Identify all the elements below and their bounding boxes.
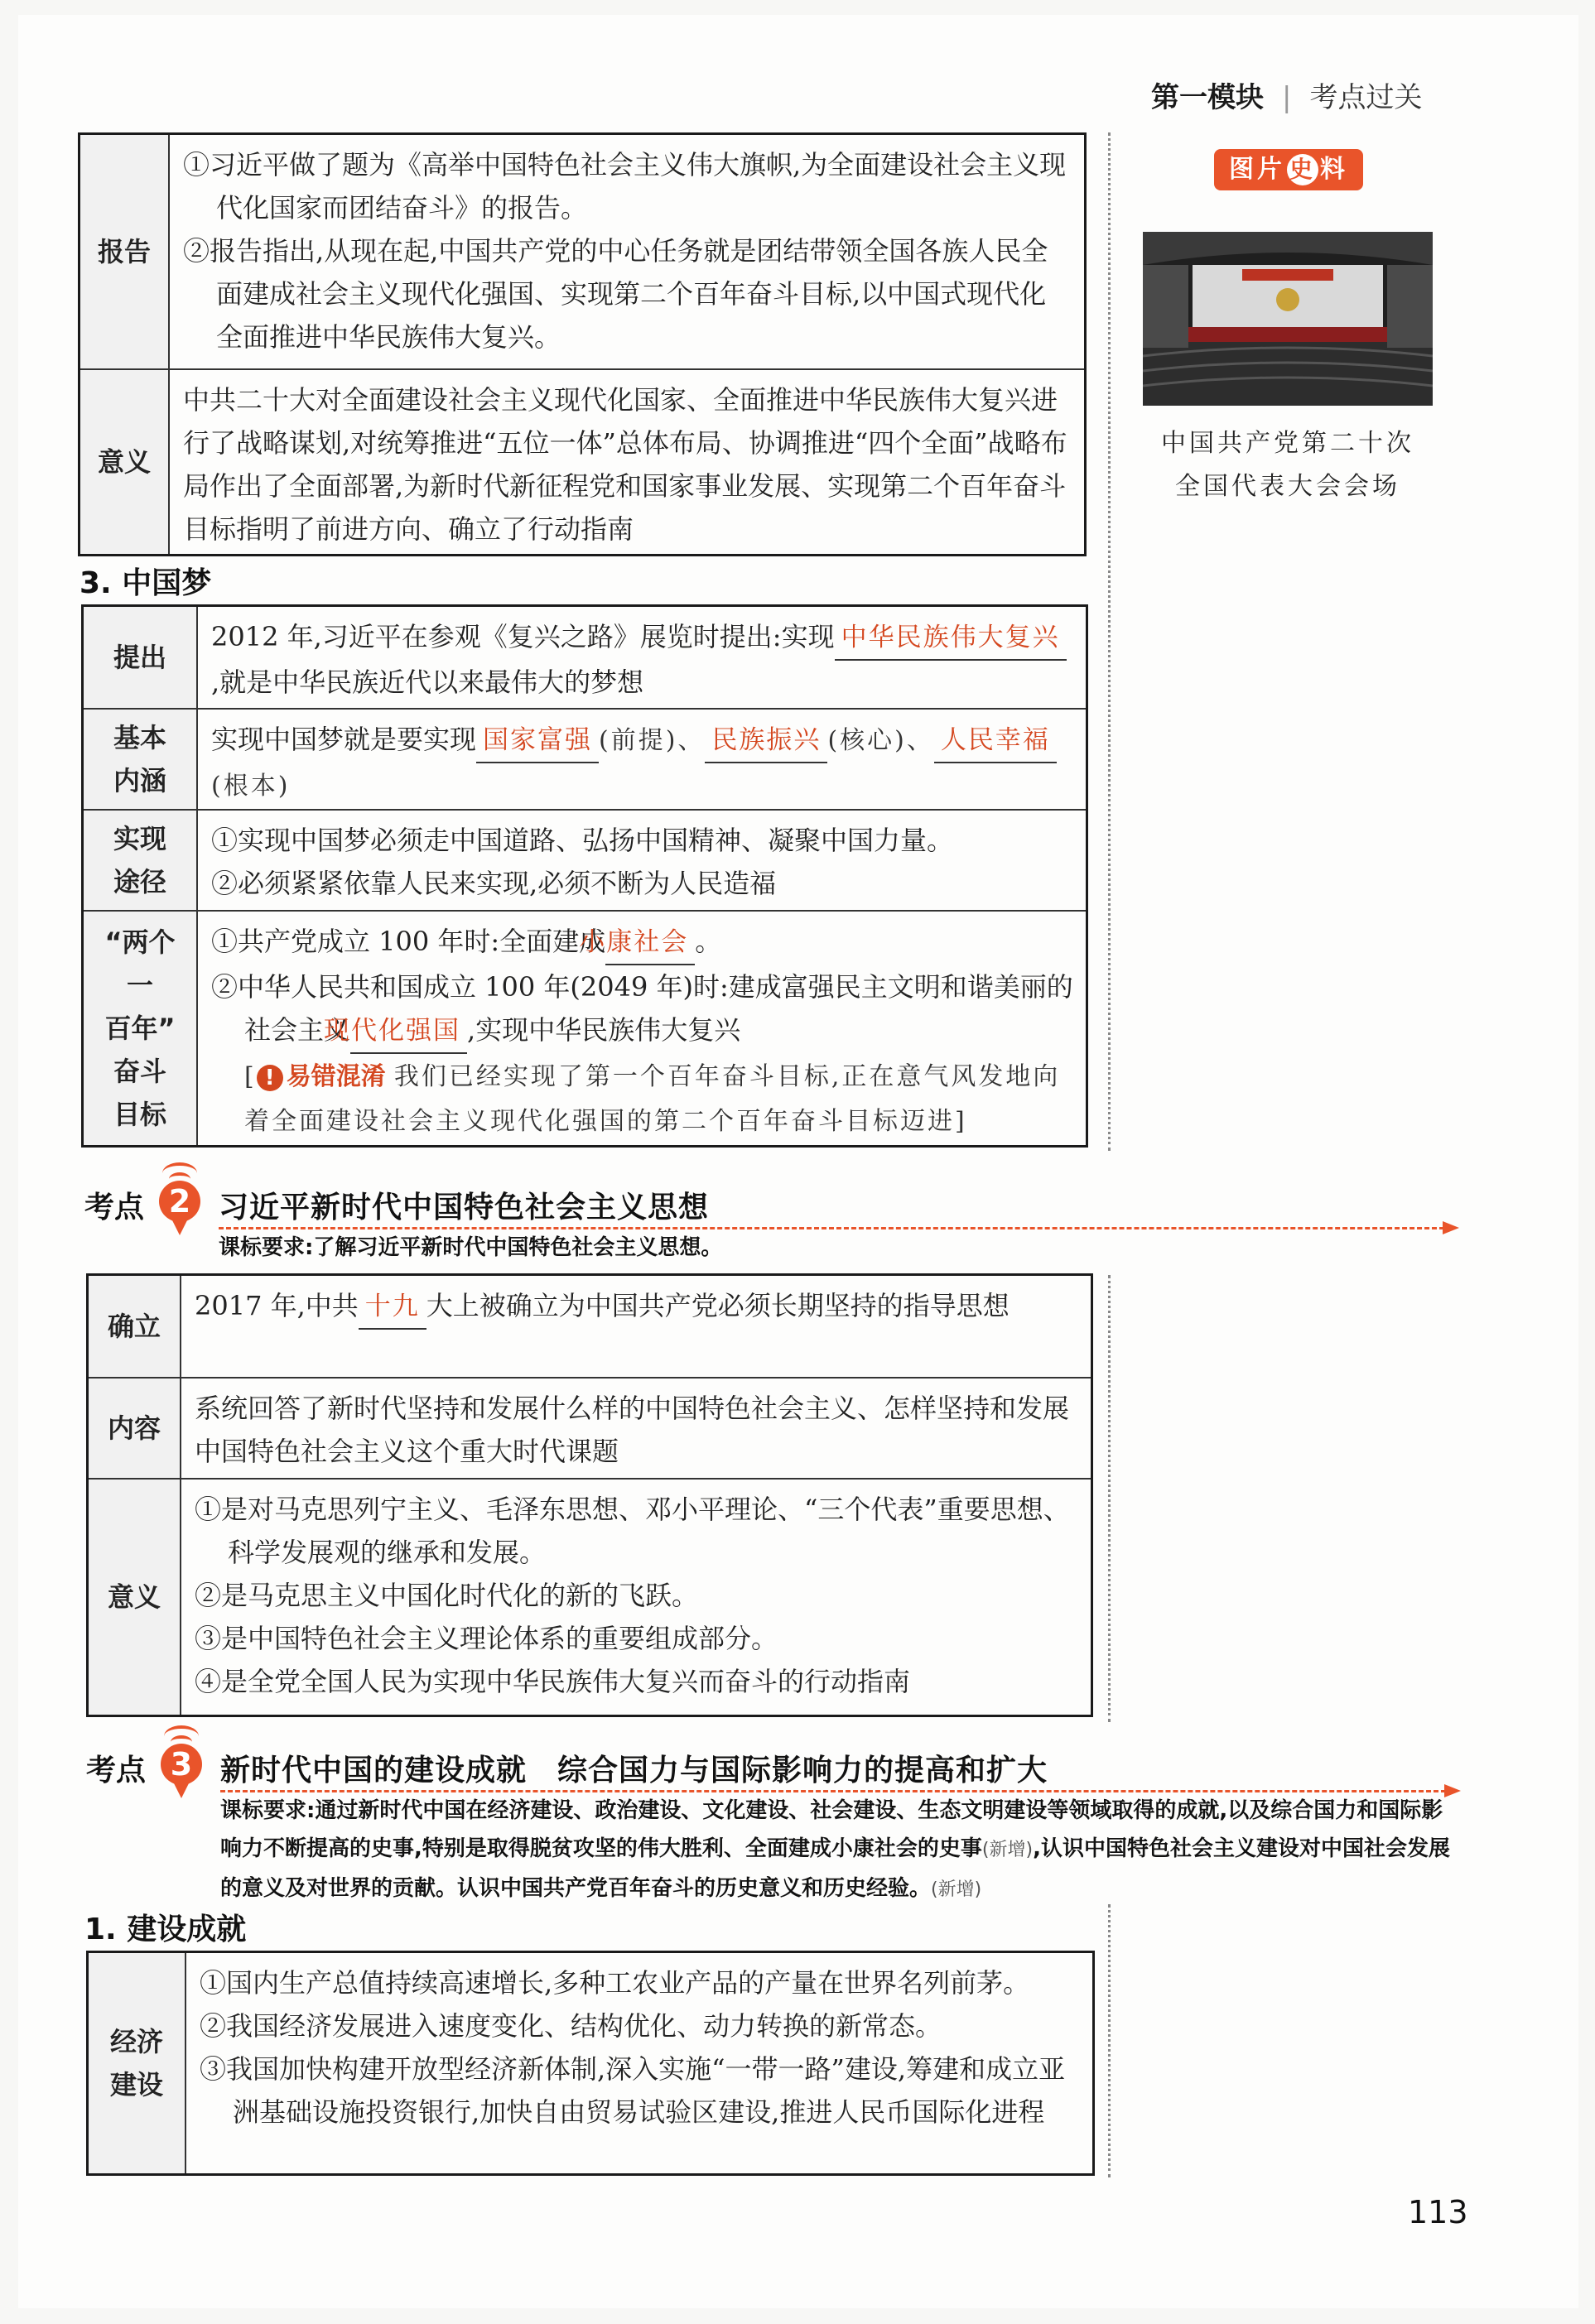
row-content <box>186 1953 1092 2173</box>
row-label: 内容 <box>89 1379 181 1478</box>
table-row <box>84 710 1086 811</box>
kaodian-number-badge: 3 <box>161 1744 202 1785</box>
label-line: “两个 <box>104 926 176 958</box>
kaodian-title: 习近平新时代中国特色社会主义思想 <box>219 1191 710 1225</box>
label-line: 百年” <box>104 1013 176 1044</box>
content-line: ②报告指出,从现在起,中国共产党的中心任务就是团结带领全国各族人民全面建成社会主义现代化强国、实现第二个百年奋斗目标,以中国式现代化全面推进中华民族伟大复兴。 <box>183 235 1048 353</box>
picture-source-badge <box>1214 149 1363 190</box>
table-row <box>80 370 1084 554</box>
text-run: 实现中国梦就是要实现 <box>211 724 477 755</box>
requirement-text: 课标要求:通过新时代中国在经济建设、政治建设、文化建设、社会建设、生态文明建设等领域取得的成就,以及综合国力和国际影响力不断提高的史事,特别是取得脱贫攻坚的伟大胜利、全面建成小康社会的史事 <box>220 1798 1443 1861</box>
row-label <box>84 710 198 809</box>
table-row <box>89 1276 1091 1379</box>
label-line: 基本 <box>113 722 166 753</box>
hint-text: (核心)、 <box>827 726 934 755</box>
new-tag: (新增) <box>931 1879 982 1900</box>
kaodian-keyword: 考点 <box>84 1191 145 1225</box>
text-run: 。 <box>695 926 722 957</box>
label-line: 经济 <box>109 2026 163 2057</box>
badge-text-right: 料 <box>1320 155 1348 184</box>
answer-blank: 国家富强 <box>476 719 599 763</box>
table-row <box>84 607 1086 710</box>
curriculum-requirement: 课标要求:了解习近平新时代中国特色社会主义思想。 <box>219 1235 723 1260</box>
row-content <box>198 710 1086 809</box>
header-separator: | <box>1282 81 1292 114</box>
warning-label-text: 易错混淆 <box>286 1062 386 1091</box>
text-run: ,就是中华民族近代以来最伟大的梦想 <box>211 666 644 698</box>
label-line: 奋斗 <box>113 1056 166 1087</box>
requirement-text: ,认识中国特色社会主义建设对中国社会发展的意义及对世界的贡献。认识中国共产党百年奋斗的历史意义和历史经验。 <box>220 1836 1450 1901</box>
row-label <box>84 912 198 1145</box>
content-line: ②我国经济发展进入速度变化、结构优化、动力转换的新常态。 <box>200 2010 942 2042</box>
badge-text-mid: 史 <box>1287 154 1318 185</box>
table-row <box>89 1379 1091 1480</box>
warning-note <box>211 1054 1074 1143</box>
row-content <box>198 811 1086 910</box>
china-dream-table <box>81 604 1088 1148</box>
header-section: 考点过关 <box>1309 81 1423 114</box>
kaodian-title: 新时代中国的建设成就 综合国力与国际影响力的提高和扩大 <box>220 1754 1048 1788</box>
answer-blank: 小康社会 <box>605 921 695 965</box>
row-label: 提出 <box>84 607 198 708</box>
content-line: ①实现中国梦必须走中国道路、弘扬中国精神、凝聚中国力量。 <box>211 825 954 856</box>
row-content: 系统回答了新时代坚持和发展什么样的中国特色社会主义、怎样坚持和发展中国特色社会主义这个重大时代课题 <box>195 1393 1070 1467</box>
answer-blank: 十九 <box>359 1285 426 1330</box>
row-content <box>170 135 1084 368</box>
label-line: 内涵 <box>113 765 166 796</box>
text-run: ①共产党成立 100 年时:全面建成 <box>211 926 606 957</box>
label-line: 实现 <box>113 823 166 854</box>
congress-table <box>78 132 1087 556</box>
answer-blank: 民族振兴 <box>705 719 827 763</box>
kaodian-keyword: 考点 <box>86 1754 147 1788</box>
hint-text: (前提)、 <box>599 726 706 755</box>
row-content <box>198 912 1086 1145</box>
caption-line: 中国共产党第二十次 <box>1161 429 1414 458</box>
text-run: 2017 年,中共 <box>195 1290 359 1321</box>
warning-icon: ! <box>257 1065 283 1091</box>
thought-table <box>86 1273 1093 1717</box>
row-content <box>181 1480 1091 1715</box>
running-header <box>1151 75 1422 115</box>
row-content: 中共二十大对全面建设社会主义现代化国家、全面推进中华民族伟大复兴进行了战略谋划,对统筹推进“五位一体”总体布局、协调推进“四个全面”战略布局作出了全面部署,为新时代新征程党和国家事业发展、实现第二个百年奋斗目标指明了前进方向、确立了行动指南 <box>183 384 1067 545</box>
table-row <box>84 811 1086 912</box>
column-divider <box>1108 1904 1111 2177</box>
hall-illustration <box>1143 232 1433 406</box>
header-module: 第一模块 <box>1151 81 1264 114</box>
page-number: 113 <box>1408 2194 1468 2230</box>
answer-blank: 人民幸福 <box>934 719 1057 763</box>
row-label: 确立 <box>89 1276 181 1377</box>
economy-table <box>86 1951 1095 2176</box>
row-content <box>181 1276 1091 1377</box>
row-label <box>89 1953 186 2173</box>
congress-hall-photo <box>1143 232 1433 406</box>
content-line: ②必须紧紧依靠人民来实现,必须不断为人民造福 <box>211 868 777 899</box>
section-title: 1. 建设成就 <box>84 1913 247 1946</box>
photo-caption <box>1143 422 1433 508</box>
label-line: 目标 <box>113 1099 166 1130</box>
content-line: ③我国加快构建开放型经济新体制,深入实施“一带一路”建设,筹建和成立亚洲基础设施投资银行,加快自由贸易试验区建设,推进人民币国际化进程 <box>200 2053 1066 2128</box>
answer-blank: 中华民族伟大复兴 <box>835 616 1067 661</box>
table-row <box>80 135 1084 370</box>
row-label <box>84 811 198 910</box>
text-run: ②中华人民共和国成立 100 年(2049 年)时:建成富强民主文明和谐美丽的社会主义 <box>211 971 1073 1046</box>
answer-blank: 现代化强国 <box>350 1009 467 1054</box>
row-label: 报告 <box>80 135 170 368</box>
content-line: ②是马克思主义中国化时代化的新的飞跃。 <box>195 1580 699 1611</box>
section-title: 3. 中国梦 <box>80 566 212 600</box>
content-line <box>211 965 1074 1054</box>
row-content <box>198 607 1086 708</box>
warning-text: 我们已经实现了第一个百年奋斗目标,正在意气风发地向着全面建设社会主义现代化强国的第二个百年奋斗目标迈进] <box>244 1062 1061 1136</box>
warning-label <box>257 1062 386 1091</box>
new-tag: (新增) <box>981 1840 1034 1860</box>
table-row <box>84 912 1086 1145</box>
row-label: 意义 <box>89 1480 181 1715</box>
kaodian-number-badge: 2 <box>159 1181 200 1222</box>
content-line: ④是全党全国人民为实现中华民族伟大复兴而奋斗的行动指南 <box>195 1666 911 1697</box>
content-line <box>211 920 1074 965</box>
badge-text-left: 图片 <box>1229 155 1285 184</box>
text-run: 2012 年,习近平在参观《复兴之路》展览时提出:实现 <box>211 621 835 652</box>
table-row <box>89 1480 1091 1715</box>
hint-text: (根本) <box>211 772 291 801</box>
label-line: 建设 <box>109 2069 163 2100</box>
content-line: ③是中国特色社会主义理论体系的重要组成部分。 <box>195 1623 778 1654</box>
content-line: ①是对马克思列宁主义、毛泽东思想、邓小平理论、“三个代表”重要思想、科学发展观的继承和发展。 <box>195 1494 1070 1568</box>
column-divider <box>1108 1275 1111 1722</box>
curriculum-requirement <box>220 1792 1462 1909</box>
caption-line: 全国代表大会会场 <box>1175 472 1400 501</box>
bracket: [ <box>244 1062 257 1091</box>
label-line: 一 <box>126 970 153 1001</box>
text-run: 大上被确立为中国共产党必须长期坚持的指导思想 <box>426 1290 1010 1321</box>
column-divider <box>1108 132 1111 1151</box>
row-label: 意义 <box>80 370 170 554</box>
label-line: 途径 <box>113 866 166 897</box>
table-row <box>89 1953 1092 2173</box>
content-line: ①习近平做了题为《高举中国特色社会主义伟大旗帜,为全面建设社会主义现代化国家而团结奋斗》的报告。 <box>183 149 1067 224</box>
text-run: ,实现中华民族伟大复兴 <box>467 1014 741 1046</box>
content-line: ①国内生产总值持续高速增长,多种工农业产品的产量在世界名列前茅。 <box>200 1967 1030 1999</box>
